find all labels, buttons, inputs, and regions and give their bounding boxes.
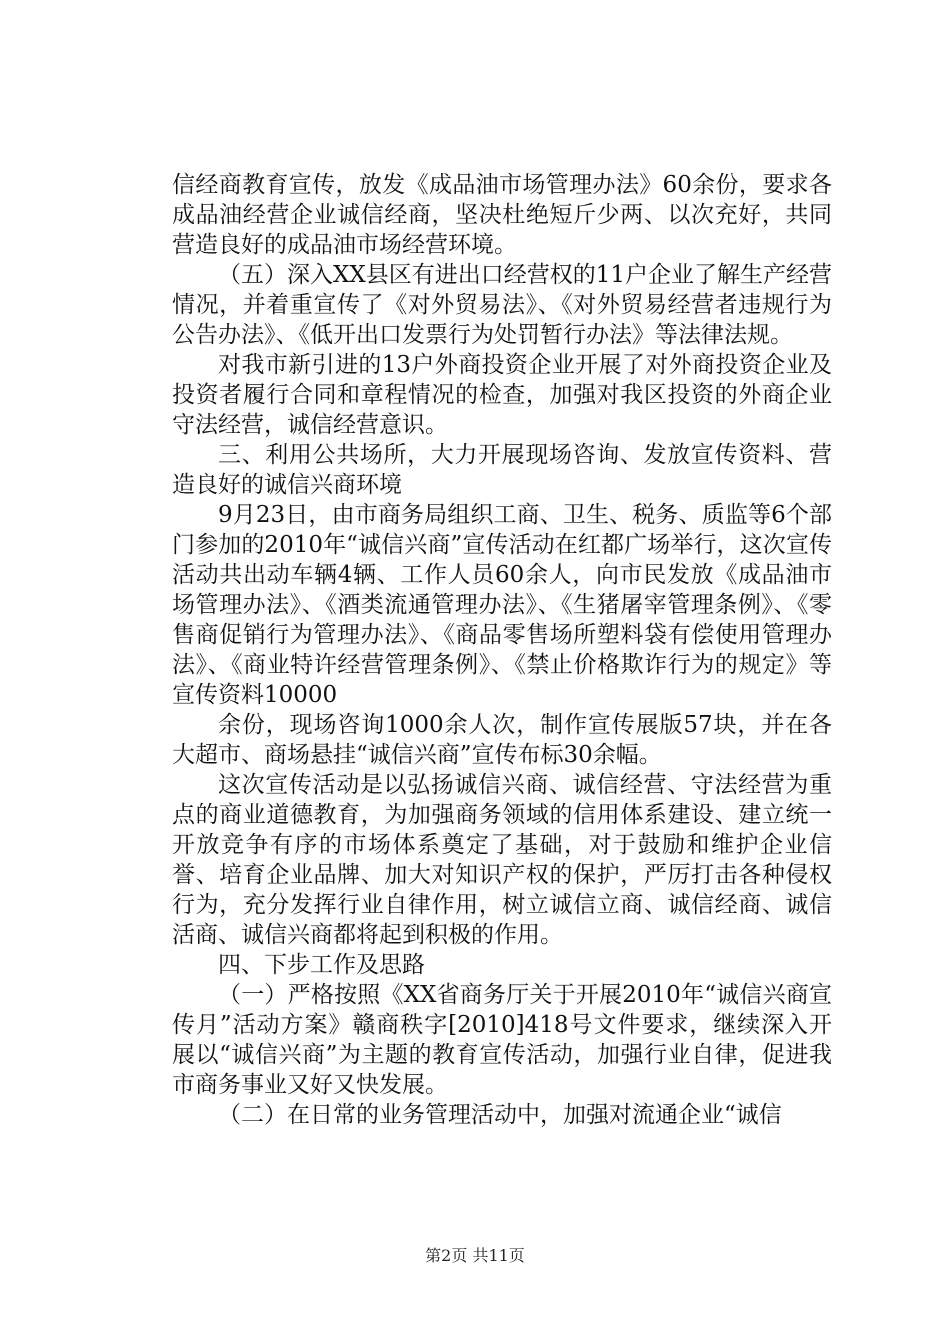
paragraph-1: 信经商教育宣传，放发《成品油市场管理办法》60余份，要求各成品油经营企业诚信经商，坚决杜绝短斤少两、以次充好，共同营造良好的成品油市场经营环境。 <box>172 172 832 258</box>
paragraph-5: 9月23日，由市商务局组织工商、卫生、税务、质监等6个部门参加的2010年“诚信兴商”宣传活动在红都广场举行，这次宣传活动共出动车辆4辆、工作人员60余人，向市民发放《成品油市场管理办法》、《酒类流通管理办法》、《生猪屠宰管理条例》、《零售商促销行为管理办法》、《商品零售场所塑料袋有偿使用管理办法》、《商业特许经营管理条例》、《禁止价格欺诈行为的规定》等宣传资料10000 <box>172 502 832 708</box>
paragraph-2: （五）深入XX县区有进出口经营权的11户企业了解生产经营情况，并着重宣传了《对外贸易法》、《对外贸易经营者违规行为公告办法》、《低开出口发票行为处罚暂行办法》等法律法规。 <box>172 262 833 348</box>
paragraph-9: （一）严格按照《XX省商务厅关于开展2010年“诚信兴商宣传月”活动方案》赣商秩字[2010]418号文件要求，继续深入开展以“诚信兴商”为主题的教育宣传活动，加强行业自律，促进我市商务事业又好又快发展。 <box>172 982 832 1098</box>
paragraph-6: 余份，现场咨询1000余人次，制作宣传展版57块，并在各大超市、商场悬挂“诚信兴商”宣传布标30余幅。 <box>172 712 832 768</box>
document-body <box>172 170 832 1130</box>
paragraph-3: 对我市新引进的13户外商投资企业开展了对外商投资企业及投资者履行合同和章程情况的检查，加强对我区投资的外商企业守法经营，诚信经营意识。 <box>172 352 832 438</box>
page-number-footer: 第2页 共11页 <box>425 1246 525 1265</box>
section-heading-3: 三、利用公共场所，大力开展现场咨询、发放宣传资料、营造良好的诚信兴商环境 <box>172 442 832 498</box>
section-heading-4: 四、下步工作及思路 <box>218 952 425 978</box>
paragraph-10: （二）在日常的业务管理活动中，加强对流通企业“诚信 <box>218 1102 782 1128</box>
paragraph-7: 这次宣传活动是以弘扬诚信兴商、诚信经营、守法经营为重点的商业道德教育，为加强商务领域的信用体系建设、建立统一开放竞争有序的市场体系奠定了基础，对于鼓励和维护企业信誉、培育企业品牌、加大对知识产权的保护，严厉打击各种侵权行为，充分发挥行业自律作用，树立诚信立商、诚信经商、诚信活商、诚信兴商都将起到积极的作用。 <box>172 772 832 948</box>
